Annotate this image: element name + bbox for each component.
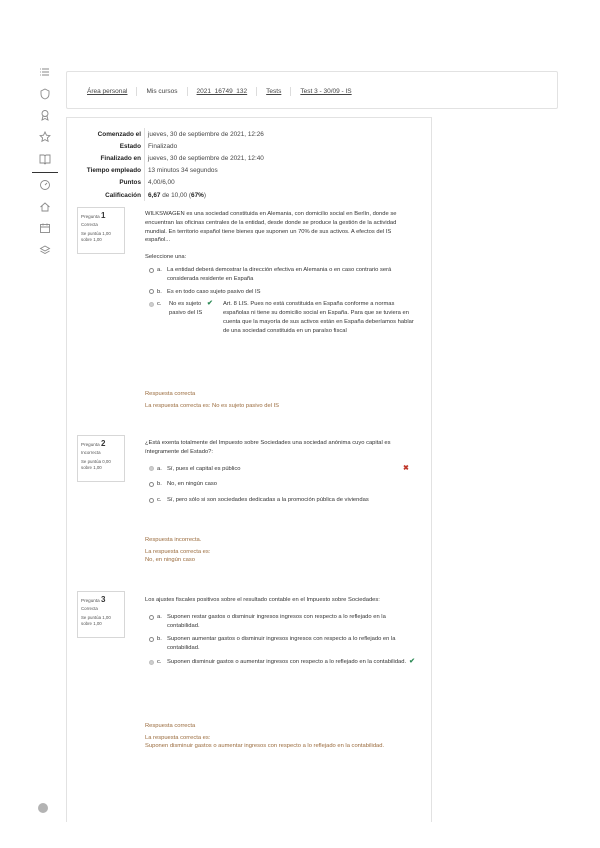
feedback-status: Respuesta correcta <box>145 391 196 397</box>
breadcrumb <box>87 87 352 96</box>
question-index: 2 <box>100 439 106 448</box>
question-feedback <box>145 722 415 751</box>
breadcrumb-separator <box>256 87 257 96</box>
question-info-box <box>77 435 125 482</box>
badge-icon[interactable] <box>39 88 51 100</box>
question-number <box>81 211 121 220</box>
option-letter: c. <box>157 497 162 504</box>
answer-option <box>145 635 415 653</box>
summary-label: Finalizado en <box>100 154 141 162</box>
layers-icon[interactable] <box>39 244 51 256</box>
question-prefix: Pregunta <box>81 214 100 219</box>
grade-close: ) <box>203 191 206 199</box>
breadcrumb-link-home[interactable]: Área personal <box>87 88 128 95</box>
list-icon[interactable] <box>39 66 51 78</box>
question-feedback <box>145 536 415 565</box>
option-text: Suponen restar gastos o disminuir ingresos ingresos con respecto a lo reflejado en la contabilidad. <box>167 613 386 629</box>
summary-row <box>67 128 433 140</box>
correct-check-icon: ✔ <box>207 300 213 308</box>
option-letter: a. <box>157 465 162 472</box>
question-prefix: Pregunta <box>81 442 100 447</box>
question-content <box>145 596 415 667</box>
summary-value: 13 minutos 34 segundos <box>148 167 218 175</box>
answer-option-selected <box>145 465 415 474</box>
option-text: Sí, pues el capital es público <box>167 465 241 472</box>
question-number <box>81 595 121 604</box>
question-text: Los ajustes fiscales positivos sobre el resultado contable en el Impuesto sobre Sociedades: <box>145 597 380 603</box>
option-text: No, en ningún caso <box>167 481 217 488</box>
book-icon[interactable] <box>39 153 51 165</box>
feedback-right-answer: Suponen disminuir gastos o aumentar ingresos con respecto a lo reflejado en la contabilidad. <box>145 743 385 750</box>
option-text: No es sujeto pasivo del IS <box>169 301 203 317</box>
incorrect-cross-icon: ✖ <box>403 464 409 472</box>
settings-icon[interactable] <box>38 803 48 813</box>
question-mark: Se puntúa 1,00 sobre 1,00 <box>81 615 111 626</box>
quiz-review-panel <box>66 117 432 822</box>
answer-option <box>145 496 415 505</box>
question-index: 1 <box>100 211 106 220</box>
select-one-label: Seleccione una: <box>145 254 187 261</box>
option-text: Suponen disminuir gastos o aumentar ingresos con respecto a lo reflejado en la contabilidad. <box>167 658 407 665</box>
question-info-box <box>77 207 125 254</box>
summary-label: Comenzado el <box>97 130 141 138</box>
answer-option <box>145 480 415 489</box>
question-index: 3 <box>100 595 106 604</box>
feedback-status: Respuesta correcta <box>145 723 196 729</box>
summary-value: 4,00/6,00 <box>148 179 175 187</box>
question-mark: Se puntúa 0,00 sobre 1,00 <box>81 459 111 470</box>
question-state: Incorrecta <box>81 450 101 455</box>
question-prefix: Pregunta <box>81 598 100 603</box>
feedback-right-answer: No, en ningún caso <box>145 557 195 564</box>
question-content <box>145 210 415 336</box>
breadcrumb-bar <box>66 71 558 109</box>
calendar-icon[interactable] <box>39 222 51 234</box>
grade-score: 6,67 <box>148 191 161 199</box>
answer-option-selected <box>145 658 415 667</box>
question-content <box>145 439 415 505</box>
attempt-summary <box>67 128 433 201</box>
feedback-status: Respuesta incorrecta. <box>145 537 202 543</box>
breadcrumb-link-test[interactable]: Test 3 - 30/09 - IS <box>300 88 352 95</box>
option-letter: b. <box>157 288 162 295</box>
answer-option-selected <box>145 300 415 335</box>
question-info-box <box>77 591 125 638</box>
option-letter: a. <box>157 266 162 273</box>
summary-label: Tiempo empleado <box>86 167 141 175</box>
question-feedback <box>145 390 415 410</box>
home-icon[interactable] <box>39 201 51 213</box>
breadcrumb-separator <box>187 87 188 96</box>
breadcrumb-separator <box>136 87 137 96</box>
breadcrumb-link-tests[interactable]: Tests <box>266 88 282 95</box>
question-state: Correcta <box>81 222 98 227</box>
summary-value: jueves, 30 de septiembre de 2021, 12:40 <box>148 154 264 162</box>
feedback-answer-label: La respuesta correcta es: <box>145 548 211 555</box>
summary-row <box>67 165 433 177</box>
summary-label: Estado <box>119 142 141 150</box>
active-divider <box>32 172 58 173</box>
option-letter: c. <box>157 658 162 665</box>
dashboard-icon[interactable] <box>39 179 51 191</box>
option-text: Sí, pero sólo si son sociedades dedicadas a la promoción pública de viviendas <box>167 497 369 504</box>
summary-row <box>67 152 433 164</box>
question-state: Correcta <box>81 606 98 611</box>
summary-row-grade <box>67 189 433 201</box>
breadcrumb-link-my-courses[interactable]: Mis cursos <box>146 88 178 95</box>
answer-option <box>145 288 415 297</box>
correct-check-icon: ✔ <box>409 657 415 665</box>
breadcrumb-separator <box>290 87 291 96</box>
award-icon[interactable] <box>39 109 51 121</box>
option-text: La entidad deberá demostrar la dirección efectiva en Alemania o en caso contrario será considerada residente en España <box>167 266 392 282</box>
question-number <box>81 439 121 448</box>
feedback-right-answer: La respuesta correcta es: No es sujeto pasivo del IS <box>145 402 280 409</box>
option-text: Es en todo caso sujeto pasivo del IS <box>167 288 261 295</box>
breadcrumb-link-course[interactable]: 2021_16749_132 <box>196 88 248 95</box>
grade-value <box>145 192 206 199</box>
star-icon[interactable] <box>39 131 51 143</box>
feedback-answer-label: La respuesta correcta es: <box>145 734 211 741</box>
summary-value: jueves, 30 de septiembre de 2021, 12:26 <box>148 130 264 138</box>
answer-option <box>145 613 415 631</box>
question-mark: Se puntúa 1,00 sobre 1,00 <box>81 231 111 242</box>
option-text: Suponen aumentar gastos o disminuir ingresos ingresos con respecto a lo reflejado en la contabilidad. <box>167 636 396 652</box>
summary-row <box>67 140 433 152</box>
summary-value: Finalizado <box>148 142 178 150</box>
answer-option <box>145 266 415 284</box>
grade-percent: 67% <box>191 191 204 199</box>
option-letter: b. <box>157 481 162 488</box>
summary-row <box>67 177 433 189</box>
option-letter: a. <box>157 613 162 620</box>
question-text: WILKSWAGEN es una sociedad constituida en Alemania, con domicilio social en Berlín, donde se encuentran las oficinas centrales de la entidad, desde donde se produce la gestión de la actividad mundial. En territorio español tiene bienes que suponen un 70% de sus activos. A efectos del IS español... <box>145 211 397 244</box>
option-explanation: Art. 8 LIS. Pues no está constituida en España conforme a normas españolas ni tiene su domicilio social en España. Para que se tuviera en cuenta que la mayoría de sus activos están en España deberíamos hablar de una sociedad constituida en un paraíso fiscal <box>223 301 414 334</box>
option-letter: c. <box>157 301 162 308</box>
grade-rest: de 10,00 ( <box>162 191 192 199</box>
summary-label: Puntos <box>119 179 141 187</box>
option-letter: b. <box>157 636 162 643</box>
question-text: ¿Está exenta totalmente del Impuesto sobre Sociedades una sociedad anónima cuyo capital es íntegramente del Estado?: <box>145 440 391 455</box>
grade-label: Calificación <box>105 191 141 199</box>
